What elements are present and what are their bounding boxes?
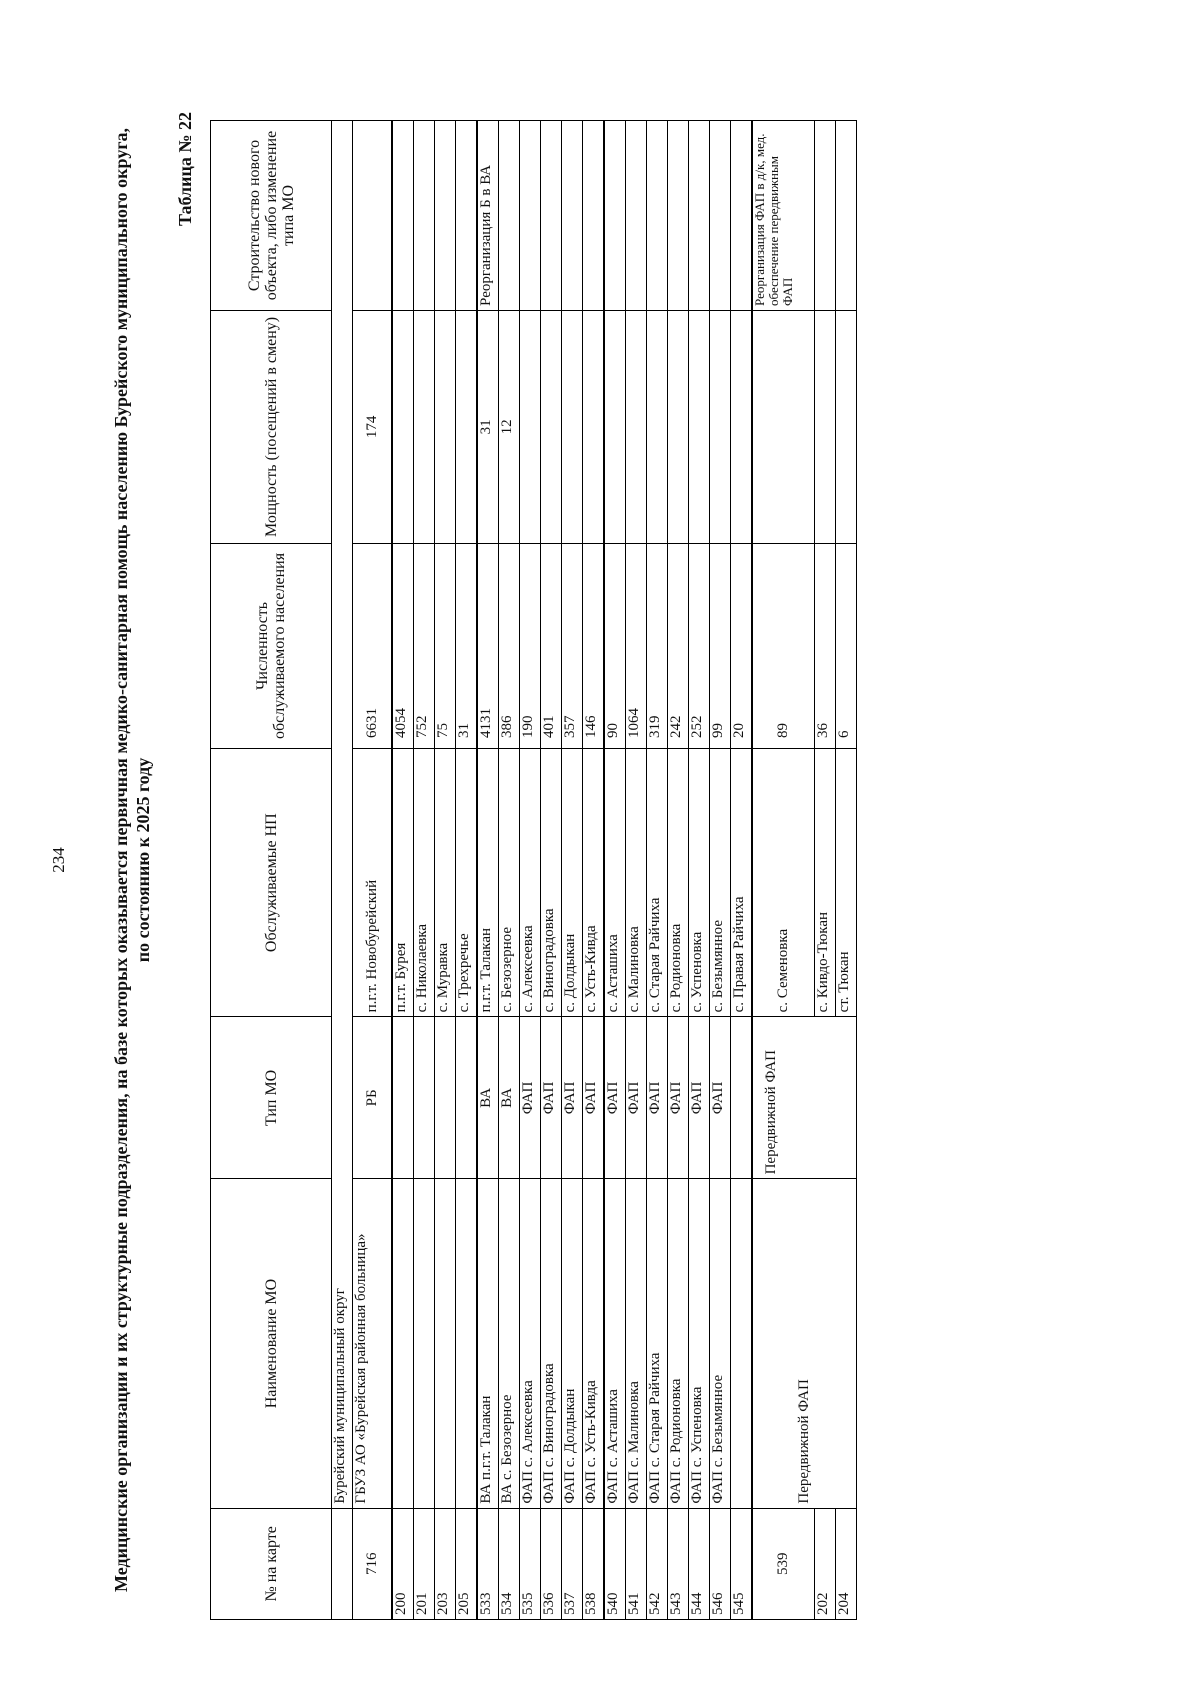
row-capacity: [562, 310, 583, 543]
row-population: 1064: [626, 543, 647, 748]
row-construction: [541, 121, 562, 311]
row-construction: Реорганизация Б в ВА: [477, 121, 499, 311]
row-name: ФАП с. Родионовка: [668, 1179, 689, 1508]
row-capacity: [752, 310, 814, 543]
header-num: № на карте: [211, 1508, 332, 1619]
row-capacity: [541, 310, 562, 543]
row-np: с. Старая Райчиха: [647, 748, 668, 1016]
row-capacity: [392, 310, 414, 543]
row-population: 319: [647, 543, 668, 748]
row-num: 544: [689, 1508, 710, 1619]
table-row: [562, 121, 583, 1620]
rotated-page: [45, 60, 1165, 1660]
row-np: с. Николаевка: [414, 748, 435, 1016]
table-row: [583, 121, 605, 1620]
row-name: Передвижной ФАП: [752, 1179, 856, 1508]
table-row: [541, 121, 562, 1620]
row-population: 386: [499, 543, 520, 748]
row-name: ГБУЗ АО «Бурейская районная больница»: [353, 1179, 393, 1508]
row-num: 533: [477, 1508, 499, 1619]
row-capacity: [668, 310, 689, 543]
row-name: ВА п.г.т. Талакан: [477, 1179, 499, 1508]
table-row: [752, 121, 814, 1620]
row-type: [392, 1017, 414, 1179]
row-population: 357: [562, 543, 583, 748]
row-construction: [435, 121, 456, 311]
row-population: 252: [689, 543, 710, 748]
row-name: ФАП с. Усть-Кивда: [583, 1179, 605, 1508]
row-population: 146: [583, 543, 605, 748]
header-construction: Строительство нового объекта, либо изменение типа МО: [211, 121, 332, 311]
row-population: 242: [668, 543, 689, 748]
table-row: [731, 121, 753, 1620]
table-row: [353, 121, 393, 1620]
table-row: [520, 121, 541, 1620]
header-row: [211, 121, 332, 1620]
table-row: [414, 121, 435, 1620]
row-type: ФАП: [647, 1017, 668, 1179]
row-num: 716: [353, 1508, 393, 1619]
header-type: Тип МО: [211, 1017, 332, 1179]
row-num: 539: [752, 1508, 814, 1619]
row-capacity: [689, 310, 710, 543]
row-np: п.г.т. Новобурейский: [353, 748, 393, 1016]
row-population: 31: [456, 543, 478, 748]
row-type: ФАП: [520, 1017, 541, 1179]
header-capacity: Мощность (посещений в смену): [211, 310, 332, 543]
row-num: 537: [562, 1508, 583, 1619]
row-population: 89: [752, 543, 814, 748]
row-type: ВА: [499, 1017, 520, 1179]
row-np: с. Семеновка: [752, 748, 814, 1016]
row-np: п.г.т. Бурея: [392, 748, 414, 1016]
row-name: ФАП с. Долдыкан: [562, 1179, 583, 1508]
row-name: [414, 1179, 435, 1508]
row-construction: [499, 121, 520, 311]
row-type: [731, 1017, 753, 1179]
row-name: ВА с. Безозерное: [499, 1179, 520, 1508]
row-num: 203: [435, 1508, 456, 1619]
row-num: 205: [456, 1508, 478, 1619]
row-construction: [835, 121, 856, 311]
row-num: 546: [710, 1508, 731, 1619]
row-num: 201: [414, 1508, 435, 1619]
region-label: Бурейский муниципальный округ: [332, 121, 353, 1509]
row-name: ФАП с. Старая Райчиха: [647, 1179, 668, 1508]
row-type: ФАП: [626, 1017, 647, 1179]
row-construction: [689, 121, 710, 311]
row-construction: [414, 121, 435, 311]
row-num: 534: [499, 1508, 520, 1619]
row-name: [435, 1179, 456, 1508]
row-capacity: [456, 310, 478, 543]
row-construction: [392, 121, 414, 311]
row-capacity: [583, 310, 605, 543]
table-row: [604, 121, 626, 1620]
row-np: с. Долдыкан: [562, 748, 583, 1016]
row-np: п.г.т. Талакан: [477, 748, 499, 1016]
row-np: ст. Тюкан: [835, 748, 856, 1016]
row-population: 752: [414, 543, 435, 748]
row-capacity: 12: [499, 310, 520, 543]
row-num: 541: [626, 1508, 647, 1619]
row-type: ФАП: [562, 1017, 583, 1179]
row-num: 540: [604, 1508, 626, 1619]
header-np: Обслуживаемые НП: [211, 748, 332, 1016]
row-np: с. Виноградовка: [541, 748, 562, 1016]
row-capacity: [814, 310, 835, 543]
row-name: ФАП с. Малиновка: [626, 1179, 647, 1508]
row-name: ФАП с. Успеновка: [689, 1179, 710, 1508]
row-np: с. Муравка: [435, 748, 456, 1016]
row-capacity: [835, 310, 856, 543]
row-np: с. Усть-Кивда: [583, 748, 605, 1016]
row-construction: [520, 121, 541, 311]
row-capacity: [604, 310, 626, 543]
row-population: 90: [604, 543, 626, 748]
row-num: 200: [392, 1508, 414, 1619]
row-name: ФАП с. Асташиха: [604, 1179, 626, 1508]
row-population: 190: [520, 543, 541, 748]
row-num: 204: [835, 1508, 856, 1619]
row-construction: [583, 121, 605, 311]
row-np: с. Успеновка: [689, 748, 710, 1016]
row-np: с. Правая Райчиха: [731, 748, 753, 1016]
row-name: [392, 1179, 414, 1508]
row-construction: [731, 121, 753, 311]
region-num-cell: [332, 1508, 353, 1619]
row-population: 4131: [477, 543, 499, 748]
row-capacity: [414, 310, 435, 543]
row-capacity: [435, 310, 456, 543]
mo-table: [210, 120, 857, 1620]
row-population: 36: [814, 543, 835, 748]
row-name: ФАП с. Виноградовка: [541, 1179, 562, 1508]
row-np: с. Родионовка: [668, 748, 689, 1016]
table-row: [668, 121, 689, 1620]
row-type: [414, 1017, 435, 1179]
row-num: 542: [647, 1508, 668, 1619]
row-np: с. Кивдо-Тюкан: [814, 748, 835, 1016]
table-row: [689, 121, 710, 1620]
row-capacity: [647, 310, 668, 543]
header-population: Численность обслуживаемого населения: [211, 543, 332, 748]
page-number: 234: [49, 847, 68, 873]
row-construction: [710, 121, 731, 311]
row-name: ФАП с. Алексеевка: [520, 1179, 541, 1508]
table-caption: Таблица № 22: [175, 112, 195, 227]
row-np: с. Безозерное: [499, 748, 520, 1016]
row-name: [456, 1179, 478, 1508]
row-population: 4054: [392, 543, 414, 748]
row-num: 536: [541, 1508, 562, 1619]
row-population: 99: [710, 543, 731, 748]
row-population: 6631: [353, 543, 393, 748]
row-num: 535: [520, 1508, 541, 1619]
row-construction: [814, 121, 835, 311]
row-type: ФАП: [710, 1017, 731, 1179]
row-construction: Реорганизация ФАП в д/к, мед. обеспечение передвижным ФАП: [752, 121, 814, 311]
row-type: Передвижной ФАП: [752, 1017, 856, 1179]
table-row: [710, 121, 731, 1620]
table-row: [435, 121, 456, 1620]
row-capacity: [626, 310, 647, 543]
table-row: [626, 121, 647, 1620]
table-row: [477, 121, 499, 1620]
row-population: 401: [541, 543, 562, 748]
document-title: Медицинские организации и их структурные подразделения, на базе которых оказывается первичная медико-санитарная помощь населению Бурейского муниципального округа, по состоянию к 2025 году: [111, 128, 153, 1593]
row-type: ФАП: [668, 1017, 689, 1179]
row-np: с. Алексеевка: [520, 748, 541, 1016]
header-name: Наименование МО: [211, 1179, 332, 1508]
row-np: с. Трехречье: [456, 748, 478, 1016]
table-row: [499, 121, 520, 1620]
row-num: 543: [668, 1508, 689, 1619]
row-capacity: [731, 310, 753, 543]
row-type: [456, 1017, 478, 1179]
row-num: 545: [731, 1508, 753, 1619]
row-construction: [562, 121, 583, 311]
row-type: ФАП: [604, 1017, 626, 1179]
row-type: ФАП: [583, 1017, 605, 1179]
row-np: с. Малиновка: [626, 748, 647, 1016]
row-type: РБ: [353, 1017, 393, 1179]
row-type: [435, 1017, 456, 1179]
table-row: [392, 121, 414, 1620]
row-construction: [668, 121, 689, 311]
row-type: ВА: [477, 1017, 499, 1179]
row-population: 20: [731, 543, 753, 748]
row-capacity: [520, 310, 541, 543]
row-construction: [456, 121, 478, 311]
row-num: 538: [583, 1508, 605, 1619]
region-row: [332, 121, 353, 1620]
row-construction: [626, 121, 647, 311]
row-np: с. Асташиха: [604, 748, 626, 1016]
table-row: [456, 121, 478, 1620]
table-row: [647, 121, 668, 1620]
row-construction: [647, 121, 668, 311]
row-capacity: 31: [477, 310, 499, 543]
row-num: 202: [814, 1508, 835, 1619]
row-type: ФАП: [541, 1017, 562, 1179]
row-population: 6: [835, 543, 856, 748]
row-construction: [604, 121, 626, 311]
row-capacity: [710, 310, 731, 543]
row-population: 75: [435, 543, 456, 748]
row-type: ФАП: [689, 1017, 710, 1179]
row-np: с. Безымянное: [710, 748, 731, 1016]
row-name: ФАП с. Безымянное: [710, 1179, 731, 1508]
row-construction: [353, 121, 393, 311]
row-capacity: 174: [353, 310, 393, 543]
row-name: [731, 1179, 753, 1508]
